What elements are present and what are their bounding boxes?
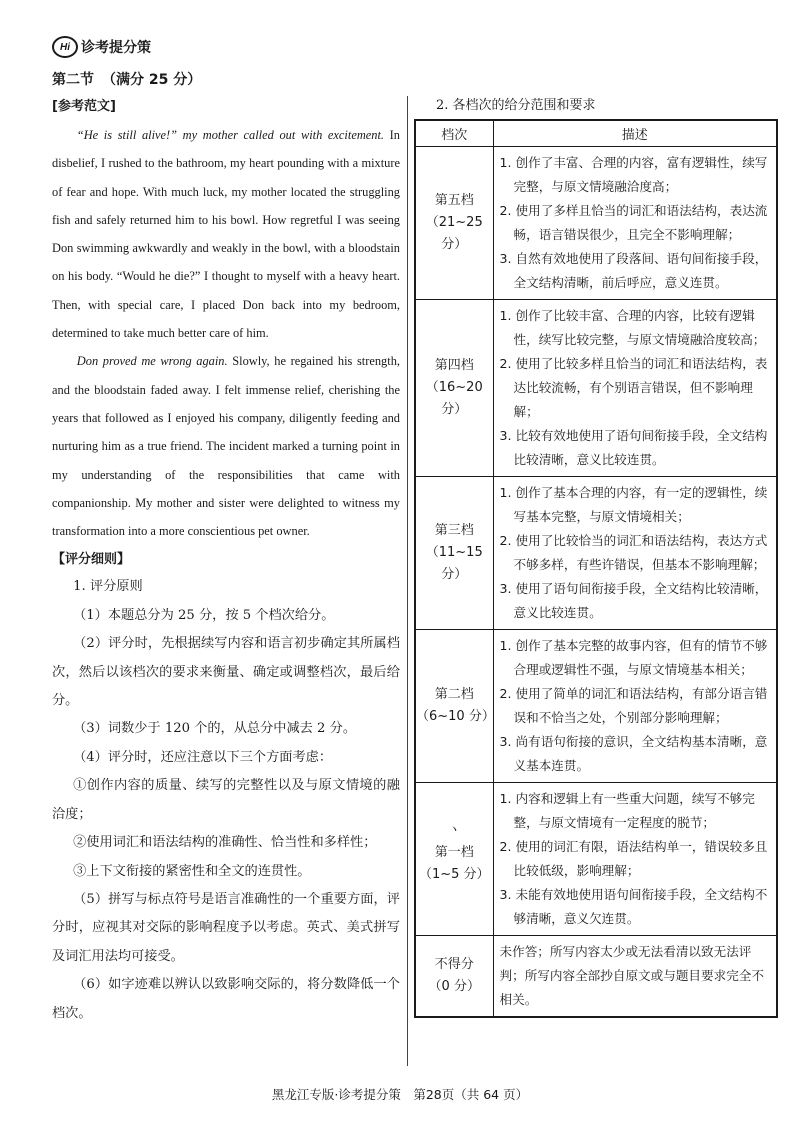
handwritten-mark: ヽ	[448, 821, 461, 836]
col-desc-header: 描述	[493, 120, 777, 146]
rule-item: （4）评分时，还应注意以下三个方面考虑：	[73, 749, 333, 765]
level-cell	[415, 146, 493, 299]
level-name: 第四档	[434, 357, 474, 373]
desc-item: 2. 使用了简单的词汇和语法结构，有部分语言错误和不恰当之处，个别部分影响理解；	[499, 685, 768, 725]
rule-item: （6）如字迹难以辨认以致影响交际的，将分数降低一个档次。	[52, 977, 400, 1021]
column-divider	[407, 96, 408, 1066]
page-footer: 黑龙江专版·诊考提分策 第28页（共 64 页）	[271, 1087, 529, 1102]
level-cell	[415, 476, 493, 629]
rules-title: 【评分细则】	[52, 552, 131, 568]
essay-paragraph-1	[52, 121, 400, 347]
level-range: （21~25 分）	[425, 214, 483, 252]
section-title-text: 第二节	[52, 72, 94, 88]
rule-item: （1）本题总分为 25 分，按 5 个档次给分。	[73, 607, 335, 623]
level-name: 不得分	[434, 956, 474, 972]
level-range: （16~20 分）	[425, 379, 483, 417]
table-header-row	[415, 120, 777, 146]
desc-item: 1. 创作了丰富、合理的内容，富有逻辑性，续写完整，与原文情境融洽度高；	[499, 154, 768, 194]
desc-item: 2. 使用的词汇有限，语法结构单一，错误较多且比较低级，影响理解；	[499, 838, 768, 878]
desc-item: 1. 创作了比较丰富、合理的内容，比较有逻辑性，续写比较完整，与原文情境融洽度较高；	[499, 307, 766, 347]
level-cell	[415, 935, 493, 1017]
desc-item: 2. 使用了比较多样且恰当的词汇和语法结构，表达比较流畅，有个别语言错误，但不影响理解；	[499, 355, 768, 419]
grading-title: 2. 各档次的给分范围和要求	[436, 98, 596, 113]
desc-cell	[493, 299, 777, 476]
essay-title: [参考范文]	[52, 99, 116, 114]
essay-paragraph-2-text: Slowly, he regained his strength, and the bloodstain faded away. I felt immense relief, cherishing the years that followed as I enjoyed his company, diligently feeding and nurturing him as a true friend. The incident marked a turning point in my understanding of the responsibilities that came with companionship. My mother and sister were delighted to witness my transformation into a more conscientious pet owner.	[52, 354, 400, 539]
brand-logo-icon: Hi	[52, 36, 78, 58]
level-range: （1~5 分）	[418, 866, 490, 882]
rule-subitem: ①创作内容的质量、续写的完整性以及与原文情境的融洽度；	[52, 778, 400, 822]
desc-cell	[493, 629, 777, 782]
level-range: （6~10 分）	[416, 708, 495, 724]
table-row	[415, 629, 777, 782]
level-range: （11~15 分）	[425, 544, 483, 582]
level-name: 第五档	[434, 192, 474, 208]
desc-item: 3. 未能有效地使用语句间衔接手段，全文结构不够清晰，意义欠连贯。	[499, 886, 768, 926]
page-header	[52, 34, 151, 60]
table-row	[415, 299, 777, 476]
essay-paragraph-2	[52, 347, 400, 545]
level-cell	[415, 782, 493, 935]
rule-item: （2）评分时，先根据续写内容和语言初步确定其所属档次，然后以该档次的要求来衡量、确定或调整档次，最后给分。	[52, 636, 400, 709]
level-name: 第二档	[434, 686, 474, 702]
desc-cell	[493, 146, 777, 299]
rules-heading: 1. 评分原则	[73, 579, 143, 595]
essay-quote: “He is still alive!” my mother called out with excitement.	[76, 128, 385, 142]
essay-lead-sentence: Don proved me wrong again.	[76, 354, 228, 369]
desc-cell	[493, 782, 777, 935]
rule-subitem: ③上下文衔接的紧密性和全文的连贯性。	[73, 863, 311, 879]
table-row	[415, 935, 777, 1017]
desc-item: 2. 使用了多样且恰当的词汇和语法结构，表达流畅，语言错误很少，且完全不影响理解；	[499, 202, 768, 242]
desc-item: 1. 内容和逻辑上有一些重大问题，续写不够完整，与原文情境有一定程度的脱节；	[499, 790, 755, 830]
desc-item: 3. 尚有语句衔接的意识，全文结构基本清晰，意义基本连贯。	[499, 733, 768, 773]
col-level-header: 档次	[415, 120, 493, 146]
desc-item: 3. 使用了语句间衔接手段，全文结构比较清晰，意义比较连贯。	[499, 580, 768, 620]
table-row	[415, 146, 777, 299]
desc-item: 1. 创作了基本完整的故事内容，但有的情节不够合理或逻辑性不强，与原文情境基本相关；	[499, 637, 768, 677]
desc-item: 1. 创作了基本合理的内容，有一定的逻辑性，续写基本完整，与原文情境相关；	[499, 484, 768, 524]
level-name: 第三档	[434, 522, 474, 538]
scoring-rules	[52, 547, 400, 1028]
brand-name: 诊考提分策	[81, 40, 151, 56]
right-column	[414, 93, 778, 1018]
desc-item: 3. 自然有效地使用了段落间、语句间衔接手段，全文结构清晰，前后呼应，意义连贯。	[499, 250, 768, 290]
table-row	[415, 476, 777, 629]
level-range: （0 分）	[428, 978, 480, 994]
section-score: （满分 25 分）	[102, 72, 202, 88]
desc-text: 未作答；所写内容太少或无法看清以致无法评判；所写内容全部抄自原文或与题目要求完全不相关。	[499, 943, 764, 1007]
rule-subitem: ②使用词汇和语法结构的准确性、恰当性和多样性；	[73, 835, 377, 851]
desc-cell	[493, 476, 777, 629]
level-cell	[415, 629, 493, 782]
desc-cell	[493, 935, 777, 1017]
table-row	[415, 782, 777, 935]
reference-essay	[52, 94, 400, 545]
level-name: 第一档	[434, 844, 474, 860]
level-cell	[415, 299, 493, 476]
grading-table	[414, 119, 778, 1018]
left-column	[52, 68, 400, 1028]
section-title	[52, 68, 400, 92]
rule-item: （5）拼写与标点符号是语言准确性的一个重要方面，评分时，应视其对交际的影响程度予以考虑。英式、美式拼写及词汇用法均可接受。	[52, 891, 400, 964]
rule-item: （3）词数少于 120 个的，从总分中减去 2 分。	[73, 721, 357, 737]
desc-item: 2. 使用了比较恰当的词汇和语法结构，表达方式不够多样，有些许错误，但基本不影响理解；	[499, 532, 768, 572]
essay-paragraph-1-text: In disbelief, I rushed to the bathroom, my heart pounding with a mixture of fear and hope. With much luck, my mother located the struggling fish and safely returned him to his bowl. How regretful I was seeing Don swimming awkwardly and weakly in the bowl, with a bloodstain on his body. “Would he die?” I thought to myself with a heavy heart. Then, with special care, I placed Don back into my bedroom, determined to take much better care of him.	[52, 128, 400, 341]
desc-item: 3. 比较有效地使用了语句间衔接手段，全文结构比较清晰，意义比较连贯。	[499, 427, 768, 467]
